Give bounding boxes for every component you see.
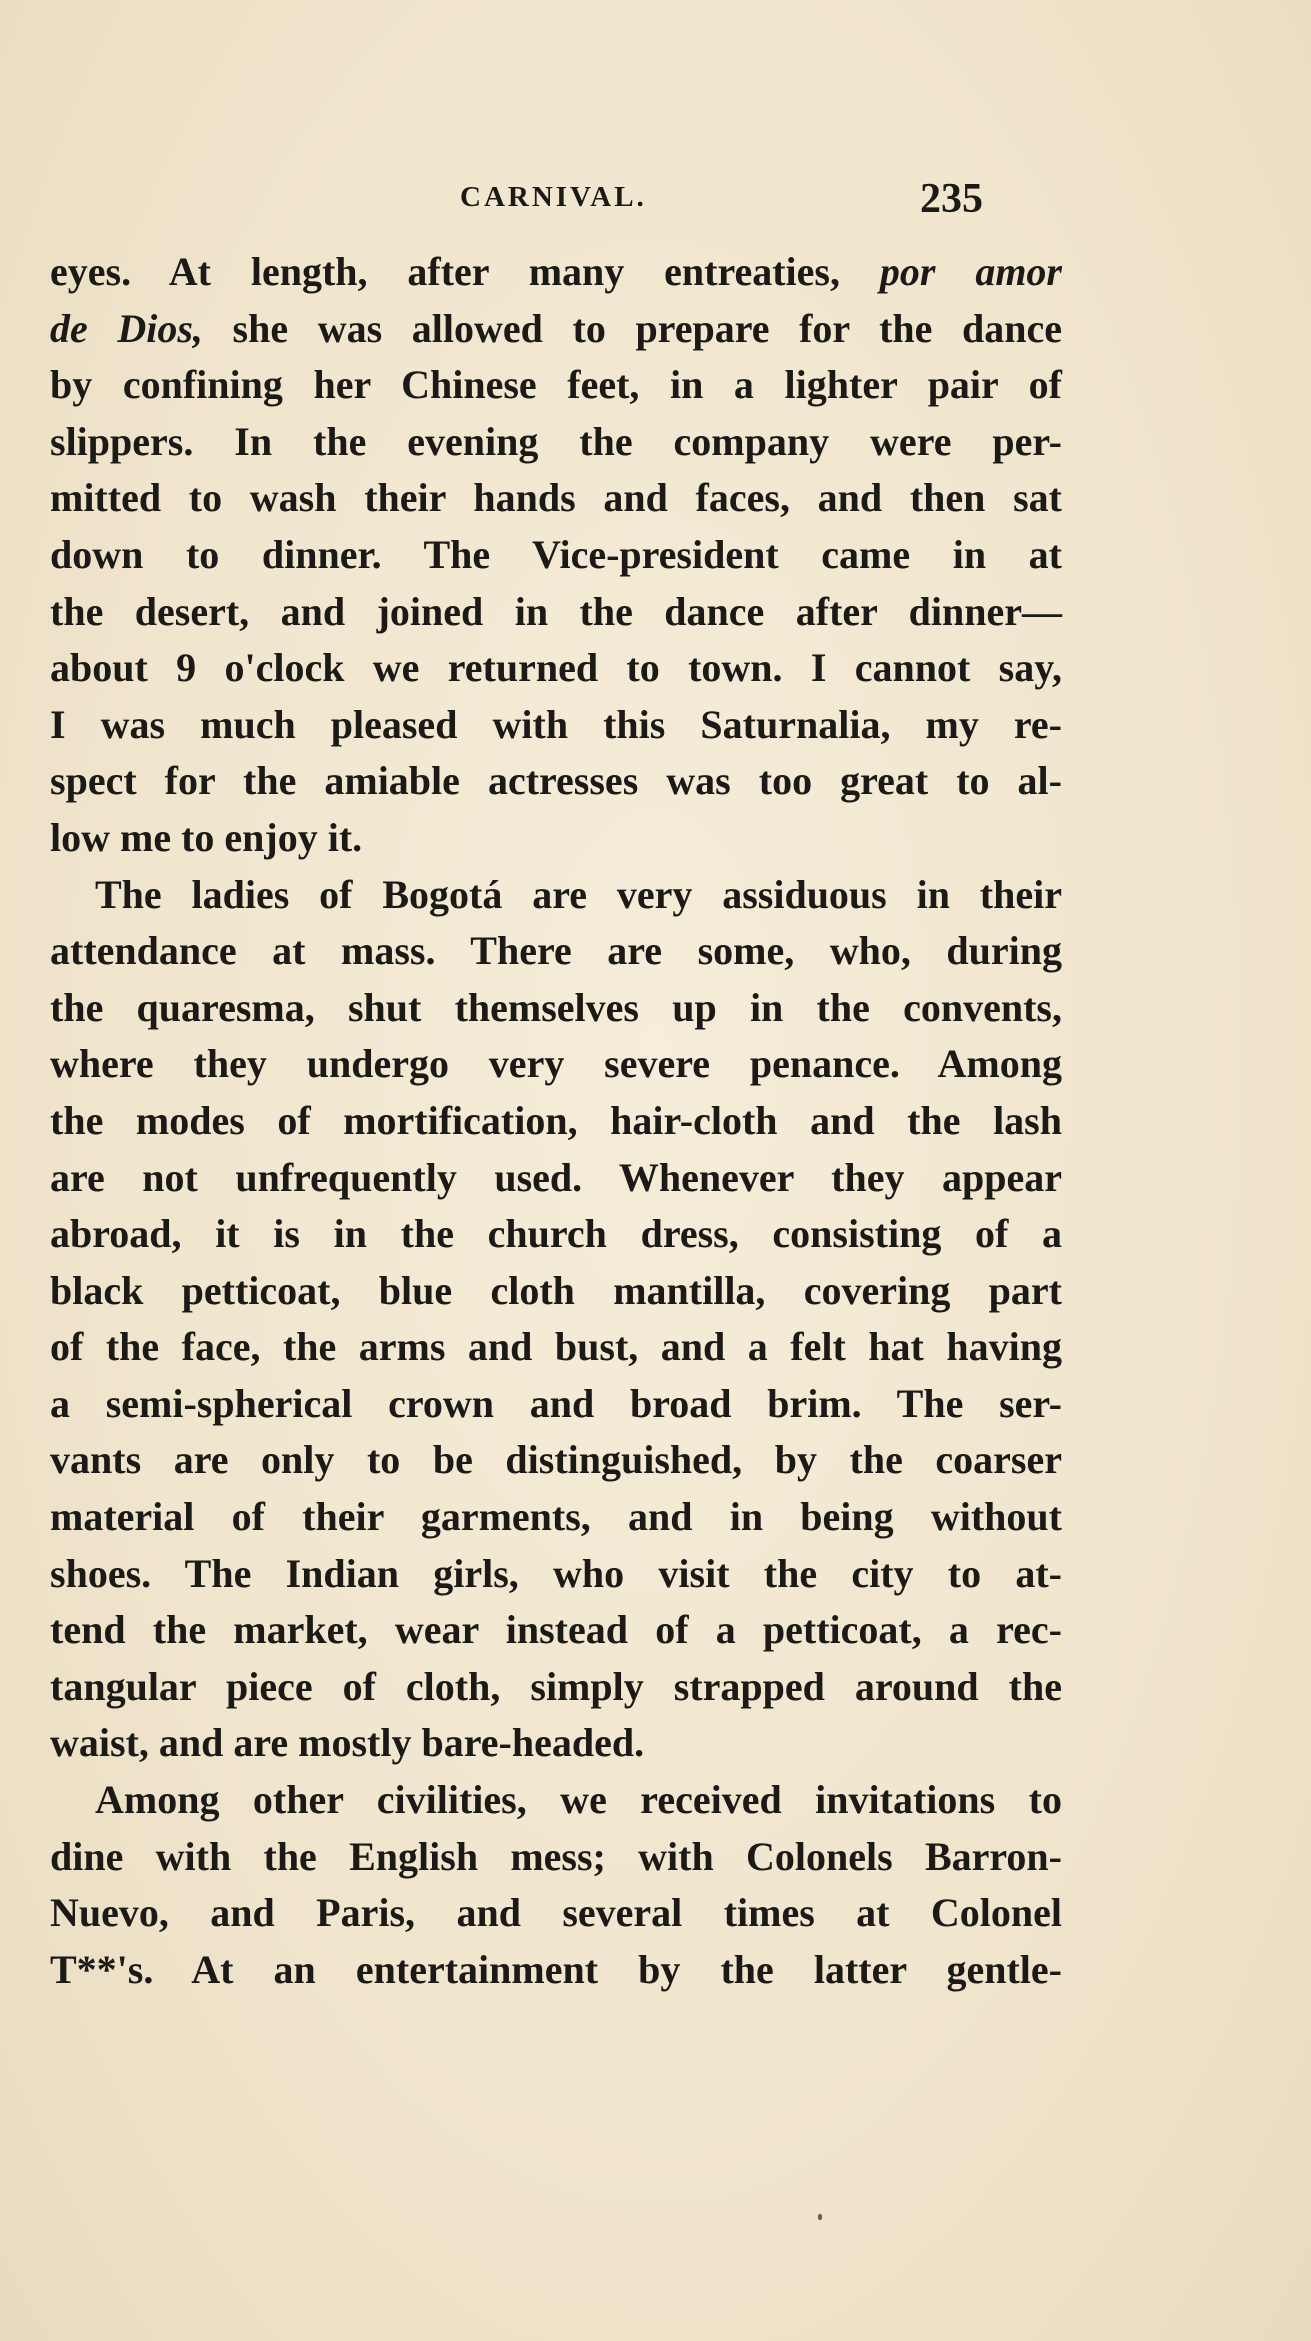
text-line: shoes. The Indian girls, who visit the city to at- [50,1550,1062,1596]
text-line: the desert, and joined in the dance after dinner— [50,588,1062,634]
text-line: tend the market, wear instead of a petticoat, a rec- [50,1607,1062,1653]
text-line: abroad, it is in the church dress, consisting of a [50,1211,1062,1257]
text-line: a semi-spherical crown and broad brim. The ser- [50,1380,1062,1426]
page-number: 235 [920,176,983,222]
body-text [50,244,1062,1998]
text-line: Nuevo, and Paris, and several times at Colonel [50,1890,1062,1936]
text-line: eyes. At length, after many entreaties, por amor [50,249,1062,294]
text-line: T**'s. At an entertainment by the latter gentle- [50,1946,1062,1992]
text-line: de Dios, she was allowed to prepare for the dance [50,305,1062,351]
text-line: attendance at mass. There are some, who, during [50,928,1062,974]
text-line: the modes of mortification, hair-cloth and the lash [50,1097,1062,1143]
text-line: tangular piece of cloth, simply strapped around the [50,1663,1062,1709]
text-line: I was much pleased with this Saturnalia, my re- [50,701,1062,747]
italic-phrase: por amor [879,249,1062,294]
text-line: dine with the English mess; with Colonels Barron- [50,1833,1062,1879]
text-line: down to dinner. The Vice-president came in at [50,531,1062,577]
text-line: where they undergo very severe penance. Among [50,1041,1062,1087]
text-line: spect for the amiable actresses was too great to al- [50,758,1062,804]
text-line: low me to enjoy it. [50,814,363,860]
ink-speck [818,2214,822,2220]
text-line: are not unfrequently used. Whenever they appear [50,1154,1062,1200]
text-line: waist, and are mostly bare-headed. [50,1720,645,1766]
paragraph-first-line: The ladies of Bogotá are very assiduous in their [95,871,1062,917]
running-head: CARNIVAL. [460,181,647,213]
paragraph-first-line: Among other civilities, we received invitations to [95,1777,1062,1823]
text-line: slippers. In the evening the company were per- [50,418,1062,464]
text-line: vants are only to be distinguished, by the coarser [50,1437,1062,1483]
text-line: black petticoat, blue cloth mantilla, covering part [50,1267,1062,1313]
text-line: material of their garments, and in being without [50,1494,1062,1540]
text-line: the quaresma, shut themselves up in the convents, [50,984,1062,1030]
italic-phrase: de Dios, [50,305,203,351]
text-line: mitted to wash their hands and faces, and then sat [50,475,1062,521]
text-line: of the face, the arms and bust, and a felt hat having [50,1324,1062,1370]
page-header [60,175,1060,235]
text-line: about 9 o'clock we returned to town. I cannot say, [50,645,1062,691]
text-line: by confining her Chinese feet, in a lighter pair of [50,362,1062,408]
